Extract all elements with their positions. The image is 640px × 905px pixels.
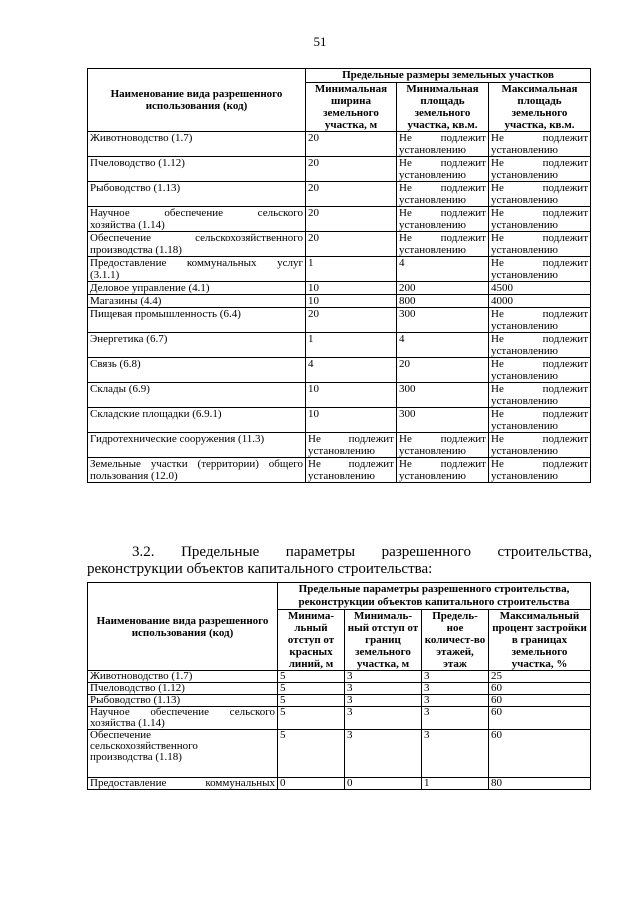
cell-text: Обеспечение сельскохозяйственного: [90, 232, 303, 244]
value-cell: [489, 308, 591, 333]
use-type-cell: [88, 683, 278, 695]
table1-col-max-area: Максимальная площадь земельного участка, кв.м.: [489, 83, 591, 132]
cell-text: Не подлежит: [491, 383, 589, 395]
cell-text: 3: [347, 670, 353, 682]
cell-text: Складские площадки (6.9.1): [90, 408, 222, 420]
cell-text: 20: [308, 308, 319, 320]
table-row: [88, 458, 591, 483]
cell-text: Предоставление коммунальных: [90, 777, 275, 789]
cell-text: Не подлежит: [491, 207, 589, 219]
value-cell: [345, 671, 422, 683]
cell-text: Не подлежит: [491, 132, 589, 144]
cell-text: 300: [399, 408, 416, 420]
cell-text: хозяйства (1.14): [90, 219, 165, 231]
table-row: [88, 695, 591, 707]
value-cell: [345, 707, 422, 730]
table1-col-min-width: Минимальная ширина земельного участка, м: [306, 83, 397, 132]
cell-text: Не подлежит: [399, 207, 486, 219]
use-type-cell: [88, 207, 306, 232]
value-cell: [306, 132, 397, 157]
table-row: [88, 132, 591, 157]
value-cell: [489, 207, 591, 232]
cell-text: 4000: [491, 295, 513, 307]
value-cell: [397, 182, 489, 207]
cell-text: 3: [424, 729, 430, 741]
cell-text: 10: [308, 383, 319, 395]
cell-text: установлению: [491, 144, 559, 156]
cell-text: установлению: [491, 345, 559, 357]
use-type-cell: [88, 408, 306, 433]
cell-text: Не подлежит: [491, 308, 589, 320]
table-row: [88, 207, 591, 232]
value-cell: [489, 232, 591, 257]
value-cell: [397, 295, 489, 308]
table-row: [88, 683, 591, 695]
value-cell: [489, 778, 591, 790]
value-cell: [489, 695, 591, 707]
cell-text: 3: [424, 694, 430, 706]
cell-text: Животноводство (1.7): [90, 132, 193, 144]
cell-text: 1: [308, 257, 314, 269]
value-cell: [306, 232, 397, 257]
cell-text: Пищевая промышленность (6.4): [90, 308, 241, 320]
cell-text: 10: [308, 295, 319, 307]
cell-text: установлению: [491, 320, 559, 332]
table2-col-red-line-offset: Минима-льный отступ от красных линий, м: [278, 610, 345, 671]
cell-text: Предоставление коммунальных услуг: [90, 257, 303, 269]
value-cell: [278, 695, 345, 707]
cell-text: Связь (6.8): [90, 358, 141, 370]
para-word: разрешенного: [381, 544, 471, 560]
cell-text: Не подлежит: [491, 257, 589, 269]
cell-text: установлению: [491, 219, 559, 231]
value-cell: [306, 333, 397, 358]
value-cell: [306, 383, 397, 408]
value-cell: [306, 282, 397, 295]
cell-text: Не подлежит: [399, 182, 486, 194]
table1-header-name: Наименование вида разрешенного использования (код): [88, 69, 306, 132]
cell-text: 200: [399, 282, 416, 294]
cell-text: хозяйства (1.14): [90, 717, 165, 729]
value-cell: [278, 730, 345, 778]
value-cell: [397, 308, 489, 333]
value-cell: [489, 433, 591, 458]
cell-text: установлению: [308, 470, 376, 482]
table2-header-name: Наименование вида разрешенного использования (код): [88, 583, 278, 671]
cell-text: установлению: [491, 420, 559, 432]
page-number: 51: [313, 34, 327, 49]
cell-text: 5: [280, 670, 286, 682]
cell-text: 10: [308, 282, 319, 294]
use-type-cell: [88, 182, 306, 207]
value-cell: [397, 408, 489, 433]
cell-text: Научное обеспечение сельского: [90, 706, 275, 718]
cell-text: 3: [347, 694, 353, 706]
value-cell: [489, 730, 591, 778]
use-type-cell: [88, 295, 306, 308]
cell-text: 20: [308, 232, 319, 244]
cell-text: Не подлежит: [491, 433, 589, 445]
value-cell: [422, 671, 489, 683]
value-cell: [306, 358, 397, 383]
value-cell: [397, 282, 489, 295]
cell-text: 300: [399, 308, 416, 320]
use-type-cell: [88, 458, 306, 483]
cell-text: Рыбоводство (1.13): [90, 694, 181, 706]
table-row: [88, 182, 591, 207]
use-type-cell: [88, 232, 306, 257]
use-type-cell: [88, 333, 306, 358]
cell-text: Не подлежит: [399, 157, 486, 169]
cell-text: 3: [347, 682, 353, 694]
section-paragraph: [87, 544, 592, 578]
value-cell: [422, 778, 489, 790]
cell-text: 20: [308, 182, 319, 194]
table2-col-max-coverage: Максимальный процент застройки в границах земельного участка, %: [489, 610, 591, 671]
table-row: [88, 308, 591, 333]
land-plot-sizes-table: [87, 68, 591, 483]
para-line-2: реконструкции объектов капитального строительства:: [87, 561, 433, 577]
cell-text: установлению: [399, 244, 467, 256]
cell-text: 4500: [491, 282, 513, 294]
cell-text: 4: [399, 333, 405, 345]
para-word: строительства,: [497, 544, 592, 560]
value-cell: [345, 695, 422, 707]
value-cell: [306, 433, 397, 458]
cell-text: установлению: [399, 169, 467, 181]
value-cell: [306, 207, 397, 232]
cell-text: Рыбоводство (1.13): [90, 182, 181, 194]
cell-text: сельскохозяйственного: [90, 740, 198, 752]
value-cell: [397, 458, 489, 483]
value-cell: [306, 458, 397, 483]
value-cell: [306, 257, 397, 282]
cell-text: 3: [424, 670, 430, 682]
table-row: [88, 408, 591, 433]
value-cell: [489, 458, 591, 483]
cell-text: 20: [308, 157, 319, 169]
cell-text: Пчеловодство (1.12): [90, 157, 185, 169]
cell-text: 60: [491, 706, 502, 718]
value-cell: [489, 157, 591, 182]
cell-text: Не подлежит: [491, 408, 589, 420]
cell-text: 20: [399, 358, 410, 370]
cell-text: Земельные участки (территории) общего: [90, 458, 303, 470]
cell-text: (3.1.1): [90, 269, 120, 281]
cell-text: 60: [491, 729, 502, 741]
value-cell: [397, 333, 489, 358]
cell-text: Не подлежит: [399, 232, 486, 244]
cell-text: 800: [399, 295, 416, 307]
cell-text: установлению: [399, 144, 467, 156]
cell-text: Не подлежит: [399, 433, 486, 445]
value-cell: [422, 730, 489, 778]
table-row: [88, 778, 591, 790]
cell-text: Не подлежит: [399, 132, 486, 144]
use-type-cell: [88, 707, 278, 730]
cell-text: 25: [491, 670, 502, 682]
cell-text: установлению: [491, 194, 559, 206]
value-cell: [489, 707, 591, 730]
use-type-cell: [88, 358, 306, 383]
value-cell: [345, 683, 422, 695]
cell-text: установлению: [399, 470, 467, 482]
table-row: [88, 232, 591, 257]
value-cell: [278, 707, 345, 730]
value-cell: [422, 707, 489, 730]
cell-text: установлению: [491, 169, 559, 181]
table2-col-floors: Предель-ное количест-во этажей, этаж: [422, 610, 489, 671]
cell-text: 5: [280, 706, 286, 718]
value-cell: [345, 778, 422, 790]
cell-text: производства (1.18): [90, 244, 182, 256]
value-cell: [278, 683, 345, 695]
value-cell: [489, 358, 591, 383]
value-cell: [278, 671, 345, 683]
cell-text: установлению: [399, 445, 467, 457]
cell-text: установлению: [308, 445, 376, 457]
value-cell: [397, 232, 489, 257]
value-cell: [306, 408, 397, 433]
value-cell: [422, 683, 489, 695]
cell-text: 0: [347, 777, 353, 789]
cell-text: Энергетика (6.7): [90, 333, 168, 345]
para-word: Предельные: [181, 544, 260, 560]
cell-text: Деловое управление (4.1): [90, 282, 210, 294]
cell-text: установлению: [491, 370, 559, 382]
value-cell: [489, 683, 591, 695]
construction-params-table: [87, 582, 591, 790]
cell-text: Не подлежит: [491, 157, 589, 169]
value-cell: [397, 383, 489, 408]
table-row: [88, 157, 591, 182]
value-cell: [489, 182, 591, 207]
table-row: [88, 671, 591, 683]
cell-text: 20: [308, 132, 319, 144]
cell-text: 5: [280, 694, 286, 706]
cell-text: 0: [280, 777, 286, 789]
cell-text: 1: [308, 333, 314, 345]
cell-text: 3: [424, 682, 430, 694]
use-type-cell: [88, 433, 306, 458]
table-row: [88, 358, 591, 383]
cell-text: Научное обеспечение сельского: [90, 207, 303, 219]
table-row: [88, 257, 591, 282]
value-cell: [397, 433, 489, 458]
value-cell: [489, 383, 591, 408]
table-row: [88, 707, 591, 730]
value-cell: [422, 695, 489, 707]
value-cell: [489, 257, 591, 282]
value-cell: [489, 282, 591, 295]
value-cell: [345, 730, 422, 778]
cell-text: 60: [491, 694, 502, 706]
cell-text: 5: [280, 682, 286, 694]
cell-text: установлению: [491, 269, 559, 281]
use-type-cell: [88, 778, 278, 790]
value-cell: [489, 132, 591, 157]
use-type-cell: [88, 671, 278, 683]
cell-text: 3: [347, 729, 353, 741]
cell-text: Не подлежит: [491, 333, 589, 345]
use-type-cell: [88, 132, 306, 157]
use-type-cell: [88, 308, 306, 333]
value-cell: [397, 257, 489, 282]
cell-text: 80: [491, 777, 502, 789]
use-type-cell: [88, 695, 278, 707]
cell-text: Магазины (4.4): [90, 295, 162, 307]
table-row: [88, 282, 591, 295]
cell-text: Не подлежит: [308, 433, 394, 445]
table-row: [88, 433, 591, 458]
table2-col-boundary-offset: Минималь-ный отступ от границ земельного участка, м: [345, 610, 422, 671]
cell-text: Не подлежит: [491, 358, 589, 370]
cell-text: 5: [280, 729, 286, 741]
cell-text: 3: [424, 706, 430, 718]
value-cell: [397, 207, 489, 232]
use-type-cell: [88, 383, 306, 408]
cell-text: установлению: [491, 244, 559, 256]
cell-text: Не подлежит: [491, 182, 589, 194]
cell-text: Обеспечение: [90, 729, 151, 741]
value-cell: [306, 182, 397, 207]
cell-text: установлению: [399, 219, 467, 231]
use-type-cell: [88, 257, 306, 282]
value-cell: [278, 778, 345, 790]
value-cell: [397, 358, 489, 383]
cell-text: Не подлежит: [399, 458, 486, 470]
use-type-cell: [88, 282, 306, 295]
cell-text: Не подлежит: [491, 458, 589, 470]
cell-text: 4: [308, 358, 314, 370]
value-cell: [489, 295, 591, 308]
cell-text: 60: [491, 682, 502, 694]
cell-text: Пчеловодство (1.12): [90, 682, 185, 694]
cell-text: Не подлежит: [308, 458, 394, 470]
section-number: 3.2.: [132, 544, 155, 560]
cell-text: 1: [424, 777, 430, 789]
table1-col-min-area: Минимальная площадь земельного участка, кв.м.: [397, 83, 489, 132]
table-row: [88, 730, 591, 778]
cell-text: Не подлежит: [491, 232, 589, 244]
cell-text: 3: [347, 706, 353, 718]
cell-text: 20: [308, 207, 319, 219]
value-cell: [306, 157, 397, 182]
cell-text: установлению: [491, 470, 559, 482]
cell-text: Гидротехнические сооружения (11.3): [90, 433, 265, 445]
value-cell: [306, 308, 397, 333]
value-cell: [397, 157, 489, 182]
value-cell: [489, 671, 591, 683]
table-row: [88, 383, 591, 408]
cell-text: 300: [399, 383, 416, 395]
table2-header-group: Предельные параметры разрешенного строительства, реконструкции объектов капитального строительства: [278, 583, 591, 610]
cell-text: производства (1.18): [90, 751, 182, 763]
table1-header-group: Предельные размеры земельных участков: [306, 69, 591, 83]
use-type-cell: [88, 730, 278, 778]
value-cell: [397, 132, 489, 157]
cell-text: 10: [308, 408, 319, 420]
cell-text: установлению: [491, 445, 559, 457]
cell-text: Склады (6.9): [90, 383, 150, 395]
cell-text: 4: [399, 257, 405, 269]
cell-text: установлению: [399, 194, 467, 206]
table-row: [88, 333, 591, 358]
para-word: параметры: [285, 544, 356, 560]
cell-text: установлению: [491, 395, 559, 407]
cell-text: пользования (12.0): [90, 470, 178, 482]
value-cell: [489, 333, 591, 358]
value-cell: [306, 295, 397, 308]
use-type-cell: [88, 157, 306, 182]
cell-text: Животноводство (1.7): [90, 670, 193, 682]
table-row: [88, 295, 591, 308]
value-cell: [489, 408, 591, 433]
